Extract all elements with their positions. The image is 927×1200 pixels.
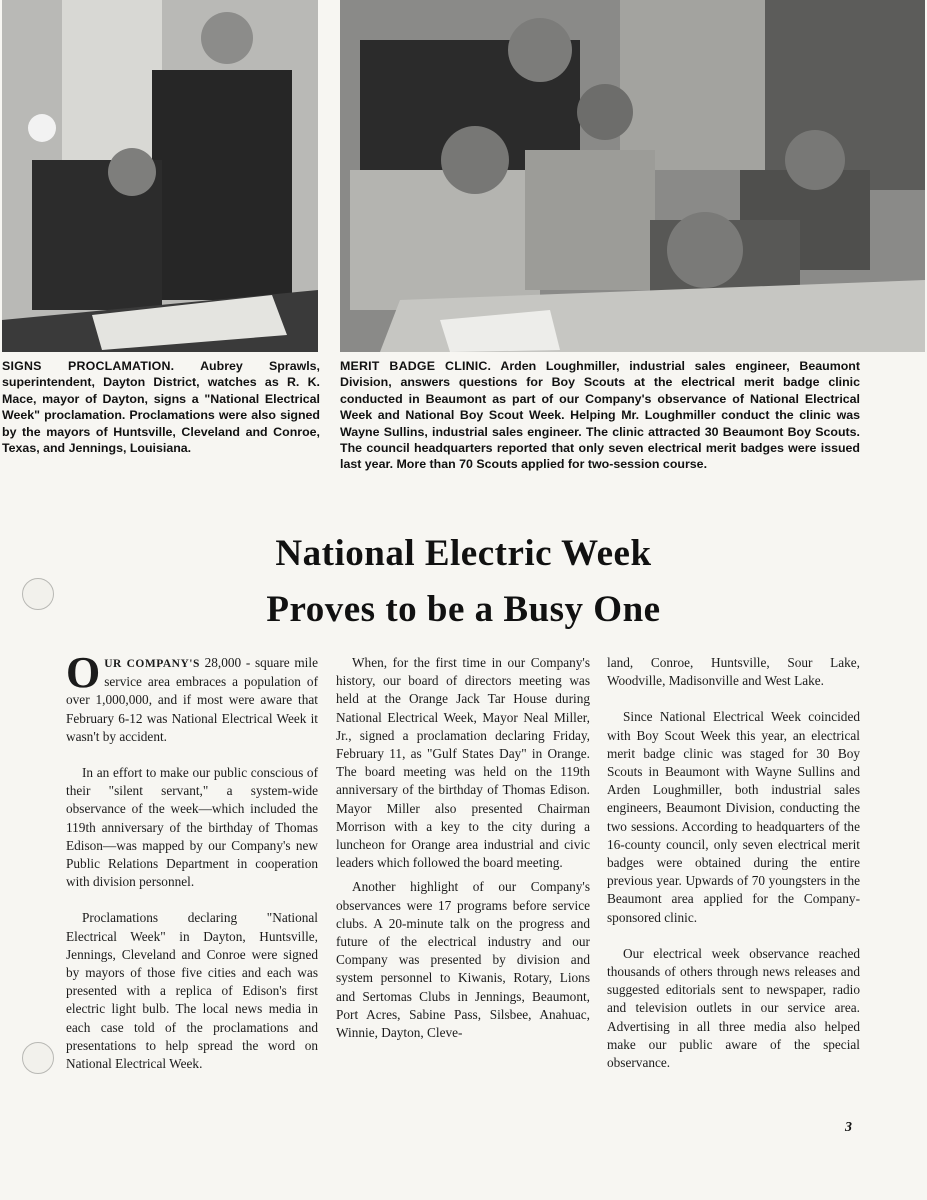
lead-in: UR COMPANY'S	[104, 658, 200, 670]
headline-line-2: Proves to be a Busy One	[266, 589, 661, 630]
article-column-2	[336, 654, 590, 1060]
caption-title: MERIT BADGE CLINIC.	[340, 359, 492, 373]
caption-title: SIGNS PROCLAMATION.	[2, 359, 175, 373]
caption-text: Arden Loughmiller, industrial sales engineer, Beaumont Division, answers questions for Boy Scouts at the electrical merit badge clinic conducted in Beaumont as part of our Company's observance of National Electrical Week and National Boy Scout Week. Helping Mr. Loughmiller conduct the clinic was Wayne Sullins, industrial sales engineer. The clinic attracted 30 Beaumont Boy Scouts. The council headquarters reported that only seven electrical merit badges were issued last year. More than 70 Scouts applied for two-session course.	[340, 359, 860, 472]
article-paragraph: Proclamations declaring "National Electrical Week" in Dayton, Huntsville, Jennings, Cleveland and Conroe were signed by mayors of those five cities and each was presented with a replica of Edison's first electric light bulb. The local news media in each case told of the proclamations and presentations to help spread the word on National Electrical Week.	[66, 910, 318, 1072]
photo-illustration	[2, 0, 318, 352]
photo-caption-left	[2, 358, 320, 456]
page-number: 3	[845, 1120, 852, 1135]
photo-illustration	[340, 0, 925, 352]
paragraph-text: 28,000 - square mile service area embraces a population of over 1,000,000, and if most were aware that February 6-12 was National Electrical Week it wasn't by accident.	[66, 655, 318, 744]
article-paragraph: When, for the first time in our Company's history, our board of directors meeting was held at the Orange Jack Tar House during National Electrical Week, Mayor Neal Miller, Jr., signed a proclamation declaring Friday, February 11, as "Gulf States Day" in Orange. The board meeting was held on the 119th anniversary of the birthday of Thomas Edison. Mayor Miller also presented Chairman Morrison with a key to the city during a luncheon for Orange area industrial and civic leaders which followed the board meeting.	[336, 655, 590, 871]
article-paragraph: Our electrical week observance reached thousands of others through news releases and suggested editorials sent to newspaper, radio and television outlets in our service area. Advertising in all three media also helped make our public aware of the special observance.	[607, 945, 860, 1071]
binder-hole	[22, 1042, 54, 1074]
article-paragraph: In an effort to make our public conscious of their "silent servant," a system-wide observance of the week—which included the 119th anniversary of the birthday of Thomas Edison—was mapped by our Company's new Public Relations Department in cooperation with division personnel.	[66, 765, 318, 890]
article-paragraph	[66, 648, 318, 746]
headline-line-1: National Electric Week	[275, 533, 652, 574]
article-column-3	[607, 654, 860, 1090]
article-paragraph: land, Conroe, Huntsville, Sour Lake, Woodville, Madisonville and West Lake.	[607, 655, 860, 689]
article-column-1	[66, 648, 318, 1091]
photo-signs-proclamation	[2, 0, 318, 352]
photo-merit-badge-clinic	[340, 0, 925, 352]
photo-caption-right	[340, 358, 860, 473]
article-paragraph: Since National Electrical Week coincided with Boy Scout Week this year, an electrical merit badge clinic was staged for 30 Boy Scouts in Beaumont with Wayne Sullins and Arden Loughmiller, both industrial sales engineers, Beaumont Division, conducting the two sessions. According to headquarters of the 16-county council, only seven electrical merit badges were obtained during the entire previous year. Upwards of 70 youngsters in the Beaumont area applied for the Company-sponsored clinic.	[607, 709, 860, 925]
article-paragraph: Another highlight of our Company's observances were 17 programs before service clubs. A 20-minute talk on the progress and future of the electrical industry and our Company was presented by division and system personnel to Kiwanis, Rotary, Lions and Sertomas Clubs in Jennings, Beaumont, Port Acres, Sabine Pass, Silsbee, Anahuac, Winnie, Dayton, Cleve-	[336, 879, 590, 1041]
caption-text: Aubrey Sprawls, superintendent, Dayton District, watches as R. K. Mace, mayor of Dayton, signs a "National Electrical Week" proclamation. Proclamations were also signed by the mayors of Huntsville, Cleveland and Conroe, Texas, and Jennings, Louisiana.	[2, 359, 321, 456]
drop-cap: O	[66, 648, 101, 697]
